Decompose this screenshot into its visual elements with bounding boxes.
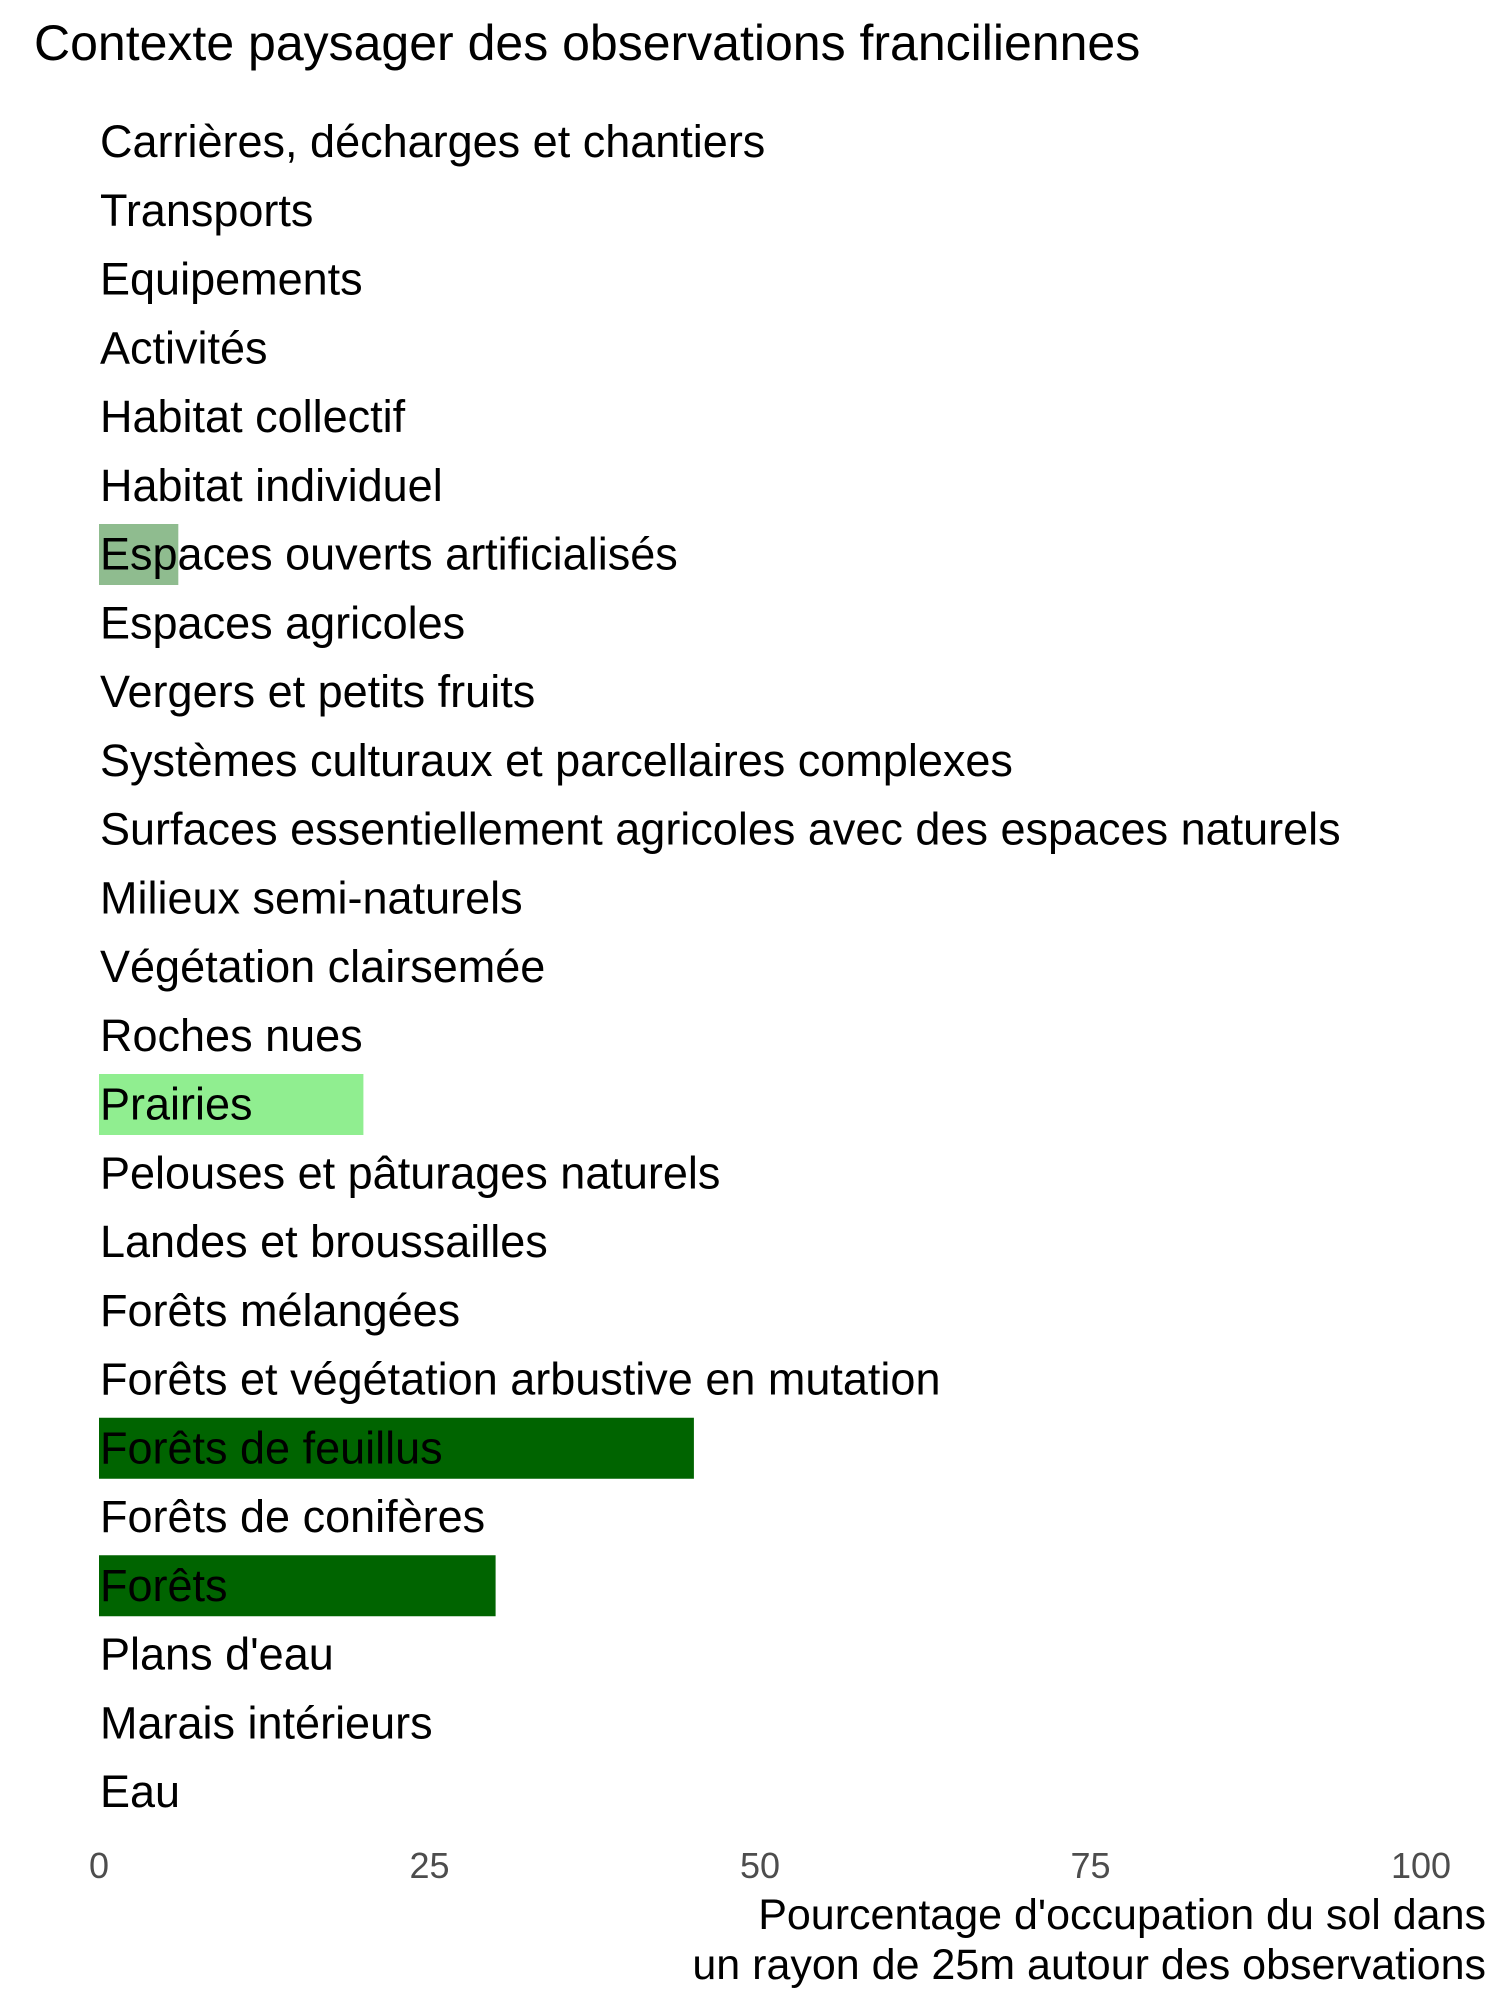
category-label: Pelouses et pâturages naturels (100, 1147, 721, 1199)
category-label: Eau (100, 1766, 181, 1817)
category-label: Milieux semi-naturels (100, 872, 523, 924)
x-axis-title-line-2: un rayon de 25m autour des observations (692, 1941, 1486, 1989)
x-tick-label: 100 (1390, 1845, 1452, 1886)
category-label: Forêts (100, 1559, 228, 1611)
category-label: Equipements (100, 253, 363, 305)
category-label: Forêts et végétation arbustive en mutation (100, 1353, 941, 1405)
category-label: Landes et broussailles (100, 1216, 548, 1267)
category-label: Habitat collectif (100, 391, 406, 442)
category-label: Forêts de feuillus (100, 1422, 443, 1474)
x-axis-title-line-1: Pourcentage d'occupation du sol dans (758, 1891, 1486, 1939)
category-label: Marais intérieurs (100, 1697, 433, 1749)
category-label: Vergers et petits fruits (100, 666, 536, 717)
category-label: Surfaces essentiellement agricoles avec des espaces naturels (100, 803, 1341, 855)
x-tick-label: 50 (739, 1845, 781, 1886)
category-label: Roches nues (100, 1009, 363, 1061)
x-axis-ticks (89, 1845, 1451, 1886)
category-label: Espaces agricoles (100, 597, 466, 649)
category-label: Plans d'eau (100, 1628, 334, 1680)
category-label: Transports (100, 184, 314, 236)
category-label: Végétation clairsemée (100, 941, 546, 992)
x-tick-label: 0 (88, 1845, 110, 1886)
category-label: Activités (100, 322, 268, 374)
category-label: Systèmes culturaux et parcellaires complexes (100, 734, 1013, 786)
category-label: Forêts de conifères (100, 1491, 486, 1542)
category-label: Prairies (100, 1078, 253, 1130)
x-tick-label: 75 (1070, 1845, 1111, 1886)
category-label: Forêts mélangées (100, 1284, 461, 1336)
chart-title: Contexte paysager des observations franciliennes (34, 15, 1141, 71)
category-label: Habitat individuel (100, 459, 443, 511)
x-tick-label: 25 (409, 1845, 450, 1886)
category-label: Carrières, décharges et chantiers (100, 116, 766, 167)
category-label: Espaces ouverts artificialisés (100, 528, 678, 580)
